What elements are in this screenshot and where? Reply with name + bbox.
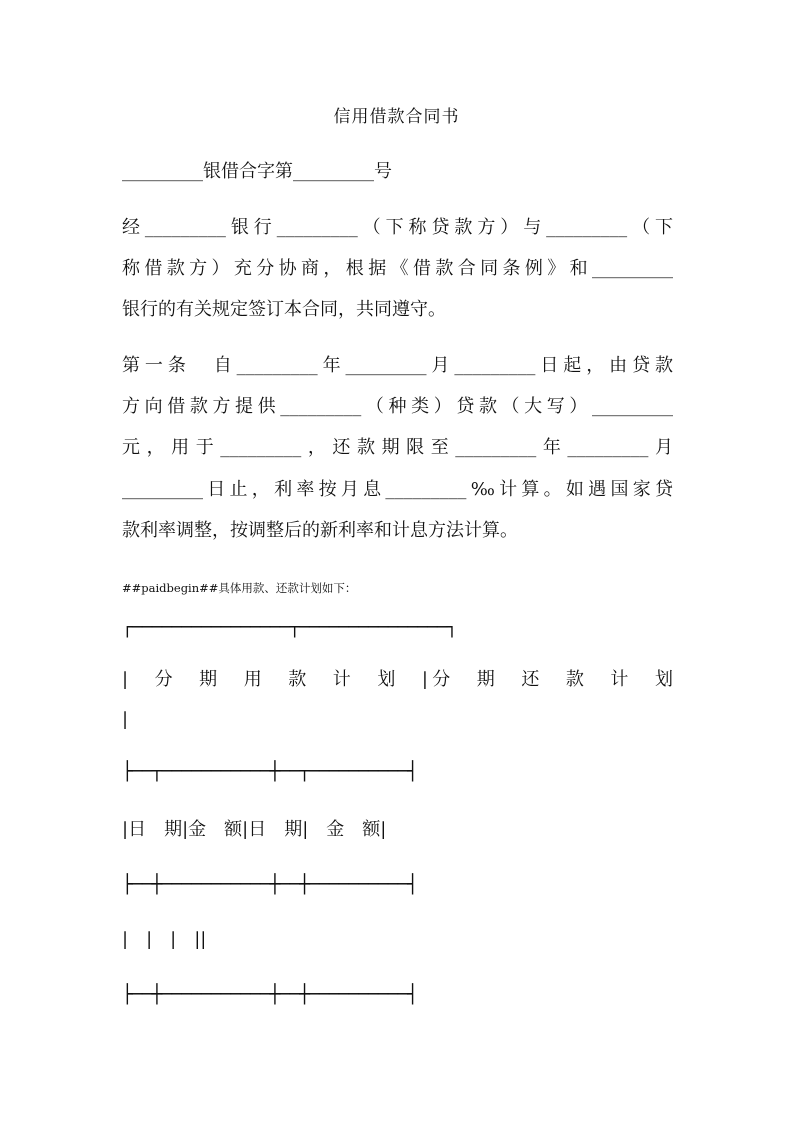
table-divider: ├──┬───────────┼──┬──────────┤ bbox=[122, 761, 418, 782]
table-divider: ├──┼───────────┼──┼──────────┤ bbox=[122, 874, 418, 895]
article-1-line: _________日止，利率按月息_________‰计算。如遇国家贷 bbox=[122, 479, 673, 500]
table-divider: ├──┼───────────┼──┼──────────┤ bbox=[122, 984, 418, 1005]
paragraph-1-line: 经_________银行_________（下称贷款方）与_________（下 bbox=[122, 217, 673, 238]
article-1-line: 第一条 自_________年_________月_________日起，由贷款 bbox=[122, 355, 673, 376]
table-empty-row: | | | || bbox=[122, 929, 207, 950]
article-1-line: 元，用于_________，还款期限至_________年_________月 bbox=[122, 437, 673, 458]
table-border-top: ┌────────────────┬───────────────┐ bbox=[122, 617, 457, 638]
contract-number-line: _________银借合字第_________号 bbox=[122, 161, 392, 182]
paragraph-1-line: 称借款方）充分协商，根据《借款合同条例》和_________ bbox=[122, 258, 673, 279]
article-1-line: 方向借款方提供_________（种类）贷款（大写）_________ bbox=[122, 396, 673, 417]
paragraph-1-line: 银行的有关规定签订本合同，共同遵守。 bbox=[122, 299, 446, 320]
table-header-row-cont: | bbox=[122, 709, 129, 730]
document-title: 信用借款合同书 bbox=[333, 107, 460, 127]
plan-intro: ##paidbegin##具体用款、还款计划如下： bbox=[122, 581, 357, 595]
article-1-line: 款利率调整，按调整后的新利率和计息方法计算。 bbox=[122, 520, 518, 541]
table-subheader-row: |日 期|金 额|日 期| 金 额| bbox=[122, 819, 387, 840]
table-header-row: | 分 期 用 款 计 划 |分 期 还 款 计 划 bbox=[122, 669, 673, 690]
